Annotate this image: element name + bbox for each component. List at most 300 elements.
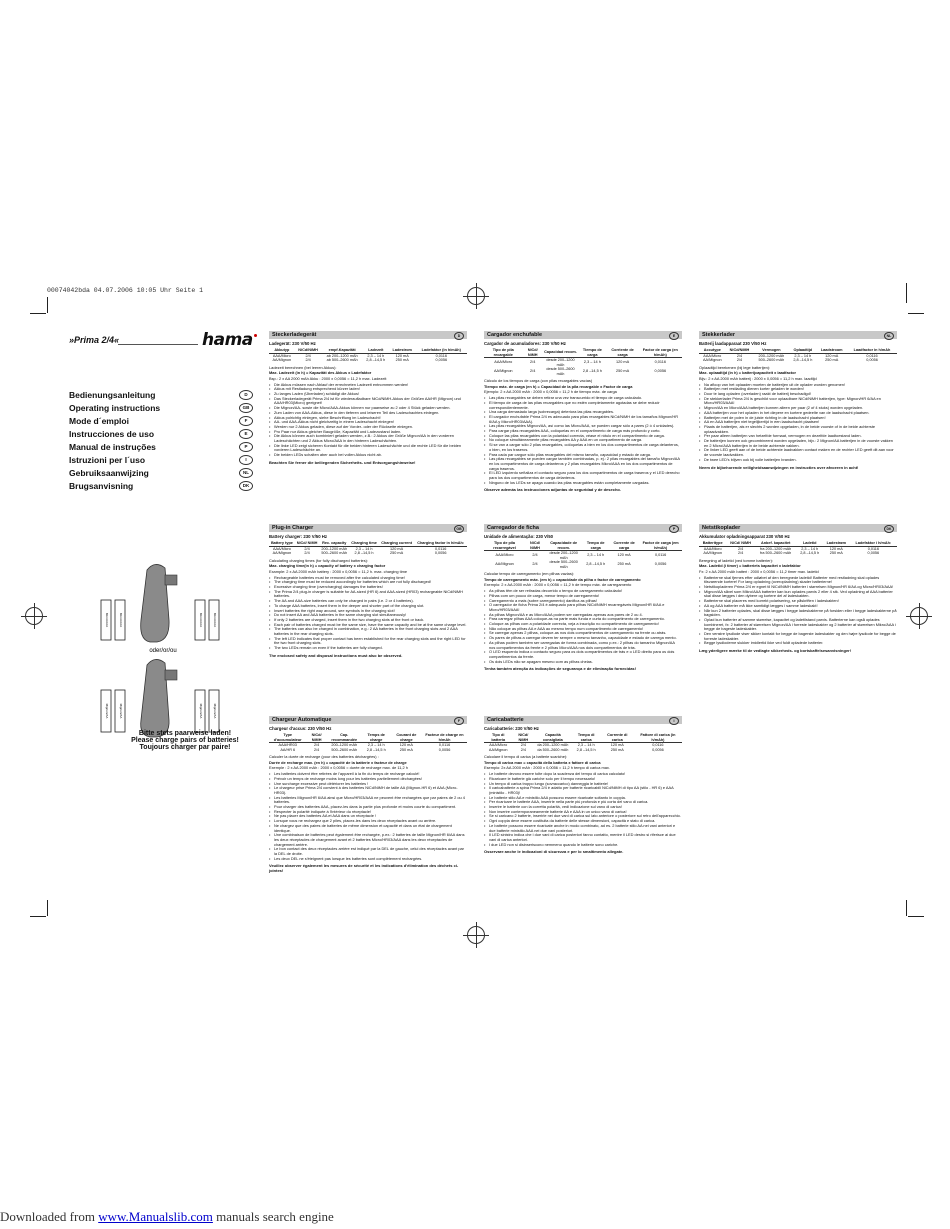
instruction-bullet: • Die Mignon/AA- sowie die Micro/AAA-Akkus können nur paarweise zu 2 oder 4 Stück geladen werden. (269, 406, 467, 411)
spec-cell: 0,0116 (654, 553, 667, 558)
spec-cell: 0,0056 (654, 562, 667, 567)
instruction-bullet: • AA en AAA batterijen niet tegelijkertijd in een laadschacht plaatsen! (699, 420, 897, 425)
instruction-bullet: • Les batteries doivent être retirées de l'appareil à la fin du temps de recharge calculé! (269, 772, 467, 777)
calc-example: Ejemplo: 2 x AA 2000 mAh : 2000 x 0,0056 = 11,2 h de tiempo máx. de carga (484, 389, 617, 395)
spec-cell: 250 mA (395, 358, 409, 362)
language-code-badge: GB (239, 403, 253, 413)
spec-cell: da 500–2600 mAh (537, 747, 569, 752)
spec-cell: 250 mA (610, 747, 624, 752)
language-code-badge: I (239, 455, 253, 465)
language-name: Brugsanvisning (69, 480, 134, 491)
spec-cell: desde 200–1200 mAh (546, 358, 575, 367)
spec-cell: 2,8 –14,5 h (800, 551, 820, 555)
spec-header-cell: Type d'accumulateur (269, 733, 306, 743)
calc-formula: Durée de recharge max. (en h) = capacité de la batterie x facteur de charge (269, 759, 407, 765)
spec-cell: 120 mA (399, 743, 413, 747)
instruction-bullet: • De linker LED geeft aan of de beide achterste laadvakken contact maken en de rechter LED geeft dit aan voor de voorste laadvakken. (699, 448, 897, 457)
spec-row (484, 551, 682, 561)
instruction-bullet: • The AA and AAA-size batteries can only be charged in pairs (i.e. 2 or 4 batteries). (269, 599, 467, 604)
instruction-bullet: • Il caricabatterie a spina Prima 2/4 è adatto per batterie ricaricabili NiCd/NiMH di tipo AA (stilo - HR 6) e AAA (ministilo - HR03)! (484, 786, 682, 795)
section-dk (699, 524, 897, 654)
spec-cell: 2/4 (532, 562, 538, 567)
or-label: oder/or/ou (149, 648, 177, 654)
instruction-bullet: • Le batterie stilo AA e ministilo AAA possono essere ricaricate soltanto in coppia. (484, 796, 682, 801)
instruction-bullet: • Non inserire contemporaneamente batterie AA e AAA in un unico vano di carica! (484, 810, 682, 815)
spec-cell: AA/Mignon (493, 369, 513, 374)
calc-formula: Tiempo máx. de carga (en h) = Capacidad de la pila recargable x Factor de carga (484, 383, 633, 389)
caption-line: Bitte stets paarweise laden! (138, 730, 232, 737)
instruction-bullet: • Les deux DEL ne s'éteignent pas lorsque les batteries sont complètement rechargées. (269, 857, 467, 862)
spec-cell: AAA/Micro (489, 743, 508, 747)
section-title: Plug-in Charger (272, 525, 314, 531)
calc-intro: Beregning af ladetid (ved tomme batterier): (699, 557, 773, 563)
spec-cell: 2,3 – 14 h (355, 546, 373, 551)
spec-header-cell: Factor de carga (en h/mAh) (639, 348, 682, 358)
language-code-badge: D (239, 390, 253, 400)
spec-table (269, 541, 467, 556)
spec-header-cell: Anbef. kapacitet (755, 541, 797, 546)
spec-cell: AAA/Micro (703, 353, 722, 358)
registration-mark (467, 926, 485, 944)
caption-line: Please charge pairs of batteries! (131, 737, 239, 744)
spec-cell: 200–1200 mAh (331, 743, 358, 747)
section-subtitle: Unidade de alimentação: 230 V/50 (484, 534, 554, 539)
spec-cell: 2,8 –14,5 h (366, 358, 386, 362)
language-name: Mode d´emploi (69, 415, 129, 426)
spec-header-cell: Laadfactor in h/mAh (847, 348, 897, 353)
spec-header-cell: Facteur de charge en h/mAh (422, 733, 467, 743)
instruction-bullet: • Den venstre lysdiode viser sikker kontakt for begge de bagerste ladeskakter og den højre lysdiode for begge de forreste ladeskakter. (699, 632, 897, 641)
battery-label-aa: Mignon/AA (119, 703, 123, 719)
battery-label-aaa: Micro/AAA (119, 612, 123, 628)
spec-cell: 0,0116 (438, 743, 451, 747)
instruction-bullet: • If only 2 batteries are charged, insert them in the two charging slots at the front or back. (269, 618, 467, 623)
language-name: Istruzioni per l´uso (69, 454, 146, 465)
instruction-bullet: • Batterijen met de polen in de juiste richting in de laadschacht plaatsen! (699, 416, 897, 421)
spec-cell: 250 mA (390, 551, 404, 555)
spec-cell: 0,0056 (438, 747, 451, 752)
instruction-bullet: • Die Akkus können auch kombiniert geladen werden, z.B.: 2 Akkus der Größe Mignon/AA in den vorderen Ladeschächten und 2 Akkus Micro/AAA in den hinteren Ladeschächten. (269, 434, 467, 443)
instruction-bullet: • Die Akkus müssen nach Ablauf der errechneten Ladezeit entnommen werden! (269, 383, 467, 388)
spec-header-cell: Charging time (349, 541, 379, 546)
instruction-bullet: • Le batterie possono essere ricaricate anche in modo combinato, ad es. 2 batterie stilo AA nei vani anteriori e due batterie ministilo AAA nei due vani posteriori. (484, 824, 682, 833)
spec-header-cell: Laadstroom (816, 348, 847, 353)
instruction-bullet: • Pro Paar nur Akkus gleicher Baugröße, Kapazität und Ladezustand laden. (269, 430, 467, 435)
spec-row (699, 551, 897, 556)
spec-header-cell: Courant de charge (391, 733, 422, 743)
spec-header-cell: Capacità consigliata (534, 733, 571, 743)
instruction-bullet: • AA og AAA batterier må ikke samtidigt lægges i samme ladeskakt! (699, 604, 897, 609)
spec-cell: 2,3 – 14 h (577, 743, 595, 747)
language-code-badge: E (239, 429, 253, 439)
spec-cell: 2,3 – 14 h (367, 743, 385, 747)
spec-cell: 120 mA (390, 546, 404, 551)
spec-header-cell: NiCd/ NiMH (296, 541, 318, 545)
spec-cell: 2,3 – 14 h (583, 360, 601, 365)
instruction-bullet: • Carregamento a mais (sobre carregamento) danifica as pilhas! (484, 599, 682, 604)
instruction-bullet: • Le batterie devono essere tolte dopo la scadenza del tempo di carica calcolato! (484, 772, 682, 777)
spec-cell: 120 mA (617, 553, 631, 558)
spec-header-cell: NiCd/ NiMH (726, 541, 754, 546)
spec-header-row (484, 541, 682, 551)
spec-table (484, 541, 682, 569)
instruction-bullet: • Pour charger des batteries AAA, placez-les dans la partie plus profonde et moins courte du compartiment. (269, 805, 467, 810)
instruction-bullet: • El tiempo de carga de las pilas recargables que no estén completamente agotadas se debe reducir correspondientemente. (484, 401, 682, 410)
spec-cell: AAA/Micro (494, 360, 513, 365)
spec-cell: AAA/Micro (272, 546, 291, 551)
calc-example: Exemple : 2 x AA 2000 mAh : 2000 x 0,0056 = durée de recharge max. de 11,2 h (269, 765, 408, 771)
instruction-bullet: • Un tempo di carica troppo lungo (sovraccarico) danneggia le batterie! (484, 782, 682, 787)
spec-cell: 2/4 (530, 360, 536, 365)
instruction-bullet: • Plaats de batterijen, als er slechts 2 worden opgeladen, in de beide voorste of in de beide achterste oplaadvakken. (699, 425, 897, 434)
crop-mark (30, 313, 46, 314)
calc-intro: Calcular tempo de carregamento (em pilhas vazias): (484, 571, 575, 576)
instruction-bullet: • Mignon/AA en Micro/AAA batterijen kunnen alleen per paar (2 of 4 stuks) worden opgeladen. (699, 406, 897, 411)
spec-cell: 2,3 – 14 h (794, 353, 812, 358)
crop-mark (906, 283, 907, 303)
spec-header-cell: Charging current (379, 541, 414, 546)
spec-row (484, 748, 682, 753)
instruction-bullet: • Zum Laden von AAA-Akkus, diese in den tieferen und leiseren Teil des Ladeschachtes einlegen. (269, 411, 467, 416)
spec-header-cell: Cap. recommandée (327, 733, 362, 743)
calc-formula: Tempo di carica max = capacità della batteria x fattore di carica (484, 759, 601, 765)
instruction-bullet: • Une combinaison de batteries peut également être rechargée, p.ex.: 2 batteries de taille Mignon/HR 6/AA dans les deux réceptacles de chargement avant et 2 batteries Micro/HR03/AAA dans les deux réceptacles de chargement arrière. (269, 833, 467, 847)
section-heading (484, 331, 682, 339)
battery-label-aa: Mignon/AA (105, 703, 109, 719)
instruction-bullet: • Excessive charging time (overcharging) damages the batteries! (269, 585, 467, 590)
instruction-bullet: • Werden nur 2 Akkus geladen, diese auf der Vorder- oder der Rückseite einlegen. (269, 425, 467, 430)
calc-example: Esempio: 2x AA 2000 mAh : 2000 x 0,0056 = 11,2 h tempo di carica max. (484, 765, 610, 771)
spec-header-cell: Temps de charge (362, 733, 391, 743)
battery-label-aaa: Micro/AAA (105, 612, 109, 628)
instruction-bullet: • I due LED non si disinseriscono nemmeno quando le batterie sono cariche. (484, 843, 682, 848)
spec-header-cell: Rec. capacity (319, 541, 349, 546)
instruction-bullet: • De twee LED's blijven ook bij volle batterijen branden. (699, 458, 897, 463)
instruction-bullet: • As pilhas têm de ser retiradas decorrido o tempo de carregamento calculado! (484, 589, 682, 594)
section-footer-note: Tenha também atenção às indicações de segurança e de eliminação fornecidas! (484, 666, 636, 672)
spec-cell: 2,8 –14,5 h (582, 369, 602, 374)
spec-header-cell: Tipo di batteria (484, 733, 512, 743)
instruction-bullet: • As pilhas podem também ser carregadas de forma combinada, como p.ex.: 2 pilhas do tamanho Mignon/AA nos compartimentos da frente e 2 pilhas Micro/AAA nos dois compartimentos de trás. (484, 641, 682, 650)
section-heading (269, 524, 467, 532)
section-footer-note: Beachten Sie ferner die beiliegenden Sicherheits- und Entsorgungshinweise! (269, 459, 416, 465)
instruction-bullet: • Each pair of batteries charged must be the same size, have the same capacity and be at the same charge level. (269, 623, 467, 628)
instruction-bullet: • Ninguno de los LEDs se apaga cuando las pilas recargables están completamente cargadas. (484, 481, 682, 486)
language-item[interactable] (69, 388, 253, 401)
spec-header-cell: Tiempo de carga (578, 348, 607, 358)
product-title: »Prima 2/4« (69, 335, 120, 345)
spec-header-cell: empf.Kapazität (322, 348, 363, 353)
manualslib-link[interactable]: www.Manualslib.com (98, 1209, 213, 1224)
instruction-bullet: • Die linke LED zeigt sicheren Kontakt für die beiden hinteren Ladeschächte und die rechte LED für die beiden vorderen Ladeschächte an. (269, 444, 467, 453)
instruction-bullet: • Il LED sinistro indica che i due vani di carica posteriori fanno contatto, mentre il LED destro si riferisce ai due vani di carica anteriori. (484, 833, 682, 842)
spec-cell: 2,3 – 14 h (367, 353, 385, 358)
language-code-badge: GB (454, 525, 464, 533)
instruction-bullet: • AAA batterijen voor het opladen in het diepere en kortere gedeelte van de laadschacht plaatsen. (699, 411, 897, 416)
language-code-badge: NL (884, 332, 894, 340)
charger-illustration (95, 560, 230, 750)
instruction-bullet: • Se carregar apenas 2 pilhas, coloque-as nos dois compartimentos de carregamento na frente ou atrás. (484, 631, 682, 636)
section-subtitle: Chargeur d'accus: 230 V/50 Hz (269, 726, 332, 731)
language-name: Bedienungsanleitung (69, 389, 156, 400)
spec-table (484, 733, 682, 752)
spec-cell: 2/4 (532, 553, 538, 558)
spec-row (484, 367, 682, 376)
spec-cell: 2/4 (313, 743, 320, 747)
battery-label-aa: Mignon/AA (199, 703, 203, 719)
spec-cell: 200–1200 mAh (321, 546, 348, 551)
print-header: 00074042bda 04.07.2006 10:05 Uhr Seite 1 (47, 287, 204, 294)
instruction-bullet: • The charging time must be reduced accordingly for batteries which are not fully discharged! (269, 580, 467, 585)
logo-dot-icon (254, 334, 257, 337)
spec-header-row (269, 541, 467, 546)
spec-cell: 2,3 – 14 h (587, 553, 605, 558)
spec-cell: 250 mA (829, 551, 843, 555)
calc-intro: Ladezeit berechnen (bei leeren Akkus): (269, 364, 337, 370)
spec-cell: 2,8 –14,5 h (366, 747, 386, 752)
spec-cell: 2/4 (737, 546, 744, 551)
spec-cell: fra 500–2600 mAh (760, 551, 792, 555)
spec-cell: AAA/Micro (495, 553, 514, 558)
spec-header-row (269, 348, 467, 353)
instruction-bullet: • Door te lang opladen (overladen) raakt de batterij beschadigd! (699, 392, 897, 397)
instruction-bullet: • Batterijen met restlading dienen korter geladen te worden! (699, 387, 897, 392)
instruction-bullet: • Os pares de pilhas a carregar devem ter sempre o mesmo tamanho, capacidade e estado de carrega mento. (484, 636, 682, 641)
crop-mark (47, 900, 48, 916)
battery-label-aa: Mignon/AA (213, 703, 217, 719)
instruction-bullet: • Le chargeur prise Prima 2/4 convient à des batteries NiCd/NiMH de taille AA (Mignon-HR 6) et AAA (Micro- HR03). (269, 786, 467, 795)
spec-cell: 2,8 –14,5 h (576, 747, 596, 752)
language-name: Gebruiksaanwijzing (69, 467, 149, 478)
instruction-bullet: • To charge AAA batteries, insert them in the deeper and shorter part of the charging slot. (269, 604, 467, 609)
instruction-bullet: • Os dois LEDs não se apagam mesmo com as pilhas cheias. (484, 660, 682, 665)
caption-line: Toujours charger par paire! (139, 744, 231, 751)
language-code-badge: P (239, 442, 253, 452)
spec-cell: AAA/HR03 (278, 743, 297, 747)
spec-header-cell: Factor de carga (em h/mAh) (639, 541, 682, 551)
instruction-bullet: • The two LEDs remain on even if the batteries are fully charged. (269, 646, 467, 651)
instruction-bullet: • Ne pas placer des batteries AA et AAA dans un réceptacle ! (269, 814, 467, 819)
instruction-bullet: • Ne chargez que des paires de batteries de même dimension et capacité et dans un état de chargement identique. (269, 824, 467, 833)
instruction-bullet: • Prévoir un temps de recharge moins long pour les batteries partiellement déchargées! (269, 777, 467, 782)
instruction-bullet: • The Prima 2/4 plug-in charger is suitable for AA-sized (HR 6) and AAA-sized (HR03) rechargeable NiCd/NiMH batteries. (269, 590, 467, 599)
instruction-bullet: • Lorsque vous ne rechargez que 2 piles, placez-les dans les deux réceptacles avant ou arrière. (269, 819, 467, 824)
language-code-badge: E (669, 332, 679, 340)
instruction-bullet: • Oplad kun batterier af samme størrelse, kapacitet og ladetilstand parvis. Batterierne kan også oplades kombineret, fx: 2 batterier af størrelsen Mignon/AA i forreste ladeskakter og 2 batterier af størrelsen Mikro/AAA i begge de bageste ladeskakter. (699, 618, 897, 632)
instruction-bullet: • Ricaricare le batterie già cariche solo per il tempo necessario! (484, 777, 682, 782)
spec-table (269, 348, 467, 363)
section-heading (699, 524, 897, 532)
spec-cell: AA/Mignon (703, 551, 722, 555)
instruction-bullet: • The batteries can also be charged in combination, e.g.: 2 AA batteries in the front charging slots and 2 AAA batteries in the rear charging slots. (269, 627, 467, 636)
section-footer-note: Osservare anche le indicazioni di sicurezza e per lo smaltimento allegate. (484, 849, 624, 855)
spec-row (269, 748, 467, 753)
crop-mark (908, 916, 924, 917)
instruction-bullet: • Não coloque as pilhas AA e AAA ao mesmo tempo num compartimento de carregamento! (484, 627, 682, 632)
language-name: Instrucciones de uso (69, 428, 155, 439)
battery-label-aaa: Micro/AAA (213, 612, 217, 628)
spec-cell: 120 mA (616, 360, 630, 365)
spec-header-cell: Corrente di carica (601, 733, 634, 743)
crop-mark (906, 900, 907, 916)
instruction-bullet: • Para carregar pilhas AAA coloque-as na parte mais funda e curta do compartimento de carregamento. (484, 617, 682, 622)
spec-header-cell: Ladestrom (389, 348, 416, 353)
instruction-bullet: • Når kun 2 batterier oplades, skal disse lægges i begge ladeskakterne på forsiden eller i begge ladeskakterne på bagsiden. (699, 609, 897, 618)
battery-label-aaa: Micro/AAA (199, 612, 203, 628)
language-code-badge: I (669, 717, 679, 725)
spec-cell: 120 mA (825, 353, 839, 358)
spec-cell: 2/4 (737, 551, 744, 555)
section-heading (269, 331, 467, 339)
section-heading (484, 524, 682, 532)
instruction-bullet: • El LED izquierdo señaliza el contacto seguro para los dos compartimentos de carga traseros y el LED derecho para los dos compartimentos de carga delanteros. (484, 471, 682, 480)
spec-cell: 2/4 (304, 551, 310, 555)
calc-formula: Max. charging time(in h) = capacity of battery x charging factor (269, 563, 386, 569)
section-es (484, 331, 682, 493)
figure-caption (120, 730, 250, 751)
spec-cell: 120 mA (829, 546, 843, 551)
spec-cell: 0,0116 (866, 353, 878, 358)
spec-header-cell: Accutype (699, 348, 726, 353)
section-footer-note: Observe además las instrucciones adjuntas de seguridad y de desecho. (484, 487, 621, 493)
spec-header-cell: NiCd/NiMH (295, 348, 322, 353)
section-it (484, 716, 682, 855)
instruction-bullet: • Para cargar pilas recargables AAA, colóquelas en el compartimento de carga más profundo y corto. (484, 429, 682, 434)
instruction-bullet: • Die beiden LEDs schalten aber auch bei vollen Akkus nicht ab. (269, 453, 467, 458)
language-item[interactable] (69, 427, 253, 440)
instruction-bullet: • Para cada par cargue sólo pilas recargables del mismo tamaño, capacidad y estado de carga. (484, 453, 682, 458)
spec-header-cell: Ladetid (797, 541, 823, 546)
charger-bottom (101, 659, 219, 737)
section-subtitle: Battery charger: 230 V/50 Hz (269, 534, 328, 539)
instruction-bullet: • O carregador de ficha Prima 2/4 é adequado para pilhas NiCd/NiMH recarregáveis Mignon/HR 6/AA e Micro/HR03/AAA! (484, 603, 682, 612)
spec-header-cell: Corriente de carga (607, 348, 639, 358)
section-title: Caricabatterie (487, 717, 524, 723)
section-title: Chargeur Automatique (272, 717, 332, 723)
spec-header-cell: NiCd/ NiMH (512, 733, 534, 743)
section-subtitle: Ladegerät: 230 V/50 Hz (269, 341, 316, 346)
language-item[interactable] (69, 453, 253, 466)
spec-cell: 0,0116 (652, 743, 664, 747)
language-item[interactable] (69, 414, 253, 427)
calc-intro: Calculating charging times (for fully discharged batteries): (269, 557, 369, 563)
section-pt (484, 524, 682, 672)
crop-mark (47, 297, 48, 313)
spec-cell: desde 500–2600 mAh (546, 367, 575, 376)
instruction-bullet: • Mignon/AA såvel som Mikro/AAA batterier kan kun oplades parvis 2 eller 4 stk. Ved opladning af AAA batterier skal disse lægges i den dybere og kortere del af ladeskakten. (699, 590, 897, 599)
spec-header-cell: Ladefaktor i h/mAh: (850, 541, 897, 546)
spec-header-cell: Oplaadtijd (789, 348, 816, 353)
spec-cell: 2/4 (305, 353, 311, 358)
spec-header-cell: NiCd/ NiMH (306, 733, 326, 743)
language-code-badge: F (454, 717, 464, 725)
spec-cell: AAA/Micro (703, 546, 722, 551)
language-item[interactable] (69, 466, 253, 479)
spec-cell: 250 mA (617, 562, 631, 567)
section-heading (269, 716, 467, 724)
instruction-bullet: • Zu langes Laden (Überladen) schädigt die Akkus! (269, 392, 467, 397)
spec-cell: 500–2600 mAh (321, 551, 348, 555)
spec-cell: da 200–1200 mAh (537, 743, 569, 747)
spec-table (699, 541, 897, 556)
language-item[interactable] (69, 440, 253, 453)
calc-formula: Max. Ladetid (i timer) = batteriets kapacitet x ladefaktor (699, 563, 801, 569)
spec-cell: 2/4 (520, 747, 526, 752)
language-code-badge: DK (884, 525, 894, 533)
instruction-bullet: • Netstikopladeren Prima 2/4 er egnet til NiCd/NiMH batterier i størrelsen Mignon/HR 6/AA og Micro/HR03/AAA! (699, 585, 897, 590)
calc-intro: Calcolare il tempo di carica (a batterie scariche): (484, 754, 568, 759)
spec-cell: 250 mA (399, 747, 413, 752)
section-fr (269, 716, 467, 874)
language-code-badge: F (239, 416, 253, 426)
spec-cell: 0,0056 (654, 369, 667, 374)
spec-cell: AA/Mignon (272, 358, 292, 362)
spec-header-cell: Ladezeit (363, 348, 389, 353)
crop-mark (908, 313, 924, 314)
spec-cell: 500–2600 mAh (331, 747, 358, 752)
instruction-bullet: • Se si caricano 2 batterie, inserirle nei due vani di carica sul lato anteriore o posteriore sul retro dell'apparecchio. (484, 814, 682, 819)
calc-example: Fx: 2 x AA 2000 mAh batteri : 2000 x 0,0056 = 11,2 timer max. ladetid (699, 568, 819, 574)
section-subtitle: Akkumulator opladningsapparat 230 V/50 Hz (699, 534, 790, 539)
language-code-badge: D (454, 332, 464, 340)
spec-header-cell: Tempo de carga (582, 541, 609, 551)
language-code-badge: P (669, 525, 679, 533)
watermark-prefix: Downloaded from (0, 1209, 99, 1224)
calc-formula: Max. Ladezeit (in h) = Kapazität des Akkus x Ladefaktor (269, 370, 372, 376)
spec-cell: 2/4 (736, 353, 743, 358)
spec-header-cell: Ladefaktor (in h/mAh) (416, 348, 467, 353)
language-item[interactable] (69, 479, 253, 492)
spec-header-cell: Vermogen (753, 348, 789, 353)
section-heading (484, 716, 682, 724)
charger-top (101, 564, 219, 642)
spec-header-cell: Battery type (270, 541, 293, 545)
spec-cell: AA/Mignon (495, 562, 514, 567)
spec-cell: desde 200–1200 mAh (549, 551, 578, 560)
section-title: Stekkerlader (702, 332, 736, 338)
instruction-bullet: • De batterijen kunnen ook gecombineerd worden opgeladen, bijv.: 2 Mignon/AA batterijen in de voorste vakken en 2 Micro/AAA batterijen in de beide achterste vakken. (699, 439, 897, 448)
spec-cell: 0,0056 (866, 358, 878, 362)
language-list (69, 388, 253, 492)
instruction-bullet: • Pilhas com um pouco de carga, menor tempo de carregamento! (484, 594, 682, 599)
instruction-bullet: • Na afloop van het oplaaden moeten de batterijen uit de oplader worden genomen! (699, 383, 897, 388)
spec-row (269, 358, 467, 363)
spec-cell: ab 200–1200 mAh (326, 353, 358, 358)
spec-row (484, 560, 682, 569)
section-nl (699, 331, 897, 470)
language-name: Operating instructions (69, 402, 161, 413)
watermark-suffix: manuals search engine (212, 1209, 334, 1224)
section-heading (699, 331, 897, 339)
instruction-bullet: • Rechargeable batteries must be removed after the calculated charging time! (269, 576, 467, 581)
instruction-bullet: • As pilhas Mignon/AA e as Micro/AAA podem ser carregadas apenas aos pares de 2 ou 4. (484, 613, 682, 618)
section-subtitle: Cargador de acumuladores: 230 V/50 Hz (484, 341, 566, 346)
instruction-bullet: • Batterierne skal fjernes efter udløbet af den beregnede ladetid! Batterier med restladning skal oplades tilsvarende kortere! For lang opladning (overopladning) skader batterierne! (699, 576, 897, 585)
calc-example: Exemplo: 2 x AA 2000 mAh : 2000 x 0,0056 = 11,2 h de tempo máx. de carregamento (484, 582, 632, 588)
instruction-bullet: • Per ricaricare le batterie AAA, inserirle nella parte più profonda e più corta del vano di carica. (484, 800, 682, 805)
spec-header-cell: Ladestrøm (823, 541, 850, 546)
calc-intro: Oplaadtijd berekenen (bij lege batterijen): (699, 364, 771, 370)
spec-cell: 120 mA (395, 353, 409, 358)
spec-cell: desde 500–2600 mAh (549, 560, 578, 569)
instruction-bullet: • Inserire le batterie con la corretta polarità, vedi indicazione sul vano di carica! (484, 805, 682, 810)
calc-example: Example: 2 x AA 2000 mAh battery : 2000 x 0,0056 = 11,2 h. max. charging time (269, 568, 408, 574)
language-item[interactable] (69, 401, 253, 414)
instruction-bullet: • Batterierne skal placeres med korrekt polarisering, se påskriften i ladeskakten! (699, 599, 897, 604)
spec-cell: 2/4 (520, 743, 526, 747)
section-footer-note: Neem de bijbehorende veiligheidsaanwijzingen en instructies over afvoeren in acht! (699, 464, 859, 470)
spec-cell: 2/4 (313, 747, 320, 752)
